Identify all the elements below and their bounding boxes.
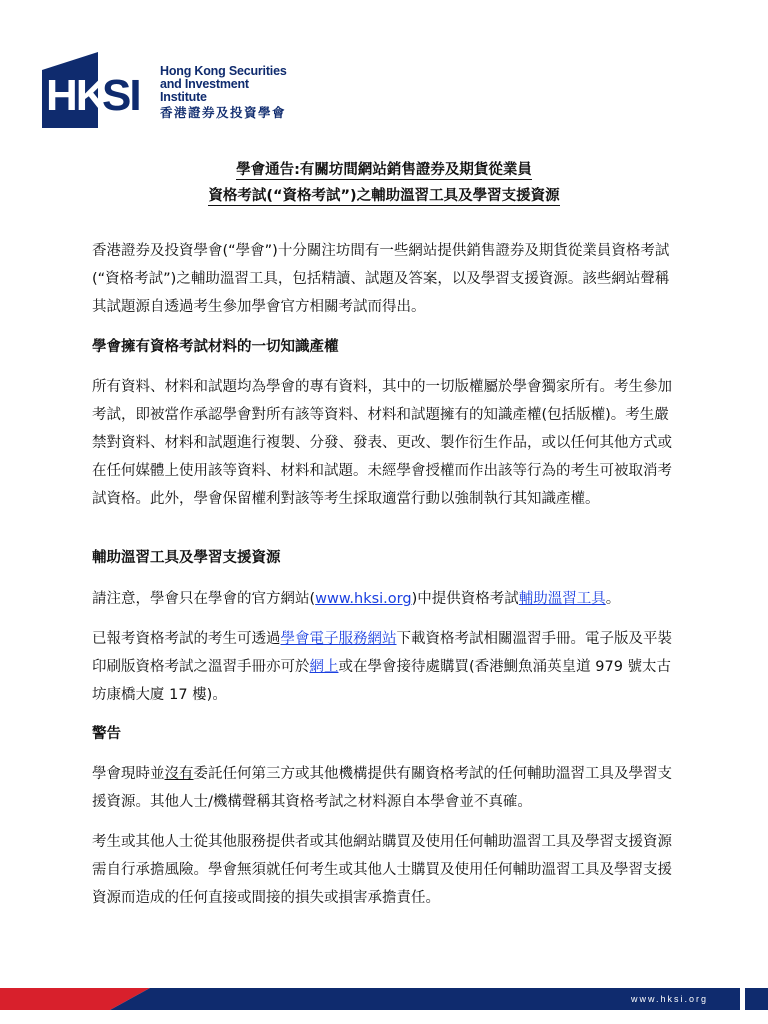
notice-title-line-2: 資格考試(“資格考試”)之輔助溫習工具及學習支援資源 <box>208 188 560 204</box>
logo-text <box>160 65 292 121</box>
section-ip-body: 所有資料、材料和試題均為學會的專有資料，其中的一切版權屬於學會獨家所有。考生參加考試，即被當作承認學會對所有該等資料、材料和試題擁有的知識產權(包括版權)。考生嚴禁對資料、材料和試題進行複製、分發、發表、更改、製作衍生作品，或以任何其他方式或在任何媒體上使用該等資料、材料和試題。未經學會授權而作出該等行為的考生可被取消考試資格。此外，學會保留權利對該等考生採取適當行動以強制執行其知識產權。 <box>92 379 672 507</box>
notice-title-line-1: 學會通告:有關坊間網站銷售證券及期貨從業員 <box>236 162 532 178</box>
section-tools-heading: 輔助溫習工具及學習支援資源 <box>92 550 281 566</box>
hksi-website-link[interactable]: www.hksi.org <box>315 591 412 607</box>
logo-chinese: 香港證券及投資學會 <box>160 106 287 120</box>
hksi-logo <box>42 52 292 128</box>
svg-text:HK: HK <box>46 71 106 120</box>
intro-paragraph: 香港證券及投資學會(“學會”)十分關注坊間有一些網站提供銷售證券及期貨從業員資格考試(“資格考試”)之輔助溫習工具，包括精讀、試題及答案，以及學習支援資源。該些網站聲稱其試題源自透過考生參加學會官方相關考試而得出。 <box>92 243 670 315</box>
online-purchase-link[interactable]: 網上 <box>309 659 339 675</box>
section-tools-paragraph-1: 請注意，學會只在學會的官方網站(www.hksi.org)中提供資格考試輔助溫習工具。 <box>92 591 621 607</box>
section-warning-heading: 警告 <box>92 726 121 742</box>
study-tools-link[interactable]: 輔助溫習工具 <box>518 591 606 607</box>
section-warning-paragraph-1: 學會現時並沒有委託任何第三方或其他機構提供有關資格考試的任何輔助溫習工具及學習支援資源。其他人士/機構聲稱其資格考試之材料源自本學會並不真確。 <box>92 766 672 810</box>
logo-english-line-2: and Investment Institute <box>160 77 249 104</box>
emphasis-not: 沒有 <box>164 766 194 782</box>
section-tools-paragraph-2: 已報考資格考試的考生可透過學會電子服務網站下載資格考試相關溫習手冊。電子版及平裝印刷版資格考試之溫習手冊亦可於網上或在學會接待處購買(香港鰂魚涌英皇道 979 號太古坊康橋大廈 17 樓)。 <box>92 631 672 703</box>
eservices-link[interactable]: 學會電子服務網站 <box>280 631 397 647</box>
logo-english-line-1: Hong Kong Securities <box>160 64 287 78</box>
section-warning-paragraph-2: 考生或其他人士從其他服務提供者或其他網站購買及使用任何輔助溫習工具及學習支援資源需自行承擔風險。學會無須就任何考生或其他人士購買及使用任何輔助溫習工具及學習支援資源而造成的任何直接或間接的損失或損害承擔責任。 <box>92 834 672 906</box>
hksi-logo-mark <box>42 52 154 128</box>
footer-website-url: www.hksi.org <box>630 994 708 1004</box>
section-ip-heading: 學會擁有資格考試材料的一切知識產權 <box>92 339 339 355</box>
svg-text:SI: SI <box>102 71 140 120</box>
